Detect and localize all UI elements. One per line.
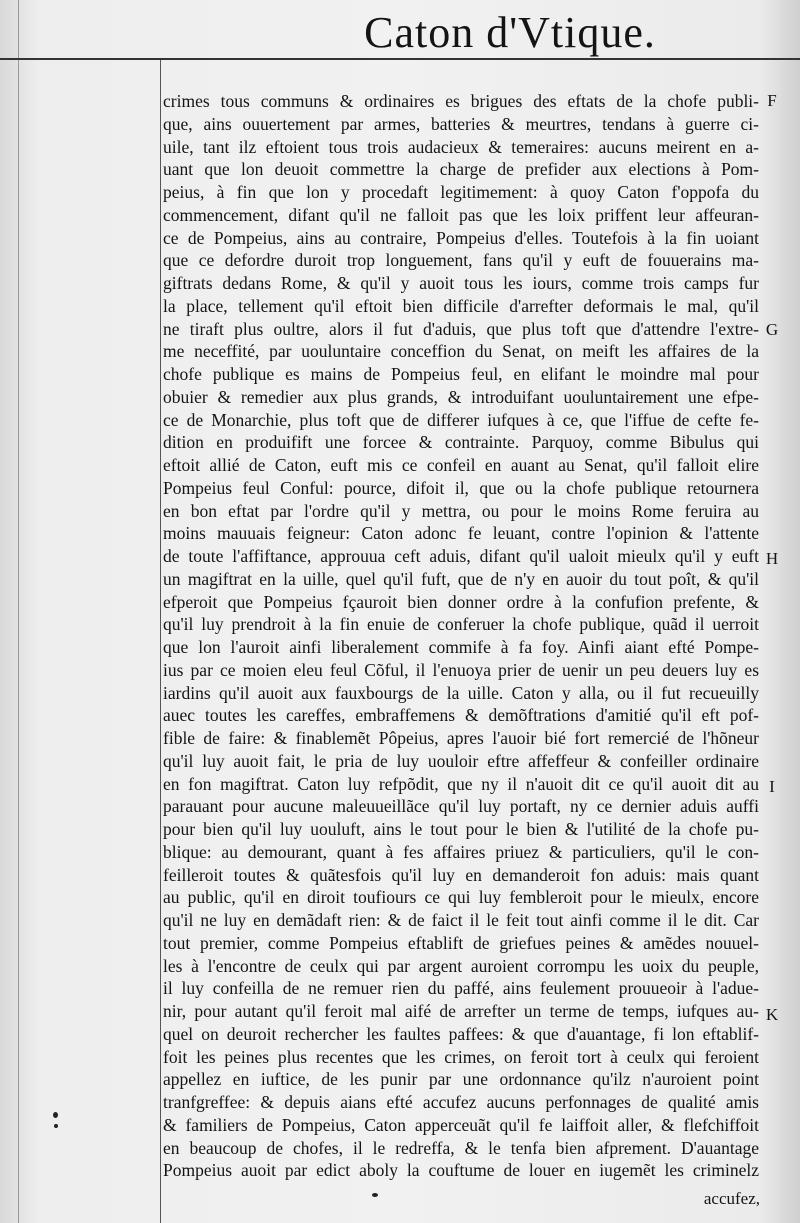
text-line: commencement, difant qu'il ne falloit pas que les loix priffent leur affeuran- — [163, 204, 759, 225]
text-line: que ce defordre duroit trop longuement, fans qu'il y euft de fouuerains ma- — [163, 250, 759, 271]
text-line: peius, à fin que lon y procedaft legitimement: à quoy Caton f'oppofa du — [163, 182, 759, 202]
body-text — [163, 90, 759, 1182]
text-line: en bon eftat par l'ordre qu'il y mettra, ou pour le moins Rome feruira au — [163, 500, 759, 521]
text-line: appellez en iuftice, de les punir par une ordonnance qu'ilz n'auroient point — [163, 1069, 759, 1090]
text-line: qu'il luy prendroit à la fin enuie de conferuer la chofe publique, quãd il uerroit — [163, 614, 759, 635]
text-line: crimes tous communs & ordinaires es brigues des eftats de la chofe publi- — [163, 91, 759, 111]
text-line: obuier & remedier aux plus grands, & introduifant uouluntairement une efpe- — [163, 386, 759, 407]
marginal-letter-k: K — [765, 1005, 779, 1024]
text-line: ce de Pompeius, ains au contraire, Pompeius d'elles. Toutefois à la fin uoiant — [163, 227, 759, 248]
marginal-letter-i: I — [769, 777, 775, 796]
text-line: Pompeius feul Conful: pource, difoit il, que ou la chofe publique retournera — [163, 477, 759, 498]
text-line: quel on deuroit rechercher les faultes paffees: & que d'auantage, fi lon eftablif- — [163, 1023, 759, 1044]
text-line: & familiers de Pompeius, Caton apperceuãt qu'il fe laiffoit aller, & flefchiffoit — [163, 1114, 759, 1135]
text-line: nir, pour autant qu'il feroit mal aifé de arrefter un terme de temps, iufques au- — [163, 1001, 759, 1021]
text-line: qu'il ne luy en demãdaft rien: & de faict il le feit tout ainfi comme il le dit. Car — [163, 910, 759, 930]
text-line: qu'il luy auoit fait, le pria de luy uouloir eftre affeffeur & confeiller ordinaire — [163, 750, 759, 771]
text-line: chofe publique es mains de Pompeius feul, en elifant le moindre mal pour — [163, 364, 759, 384]
marginal-letter-g: G — [765, 320, 779, 339]
marginal-letter-h: H — [765, 549, 779, 568]
ink-speck — [372, 1193, 378, 1197]
text-line: uant que lon deuoit commettre la charge de prefider aux elections à Pom- — [163, 159, 759, 180]
text-line: auec toutes les careffes, embraffemens & demõftrations d'amitié qu'il eft pof- — [163, 705, 759, 726]
text-line: en beaucoup de chofes, il le redreffa, & le tenfa bien afprement. D'auantage — [163, 1137, 759, 1158]
text-line: de toute l'affiftance, approuua ceft aduis, difant qu'il ualoit mieulx qu'il y euft — [163, 546, 759, 566]
text-line: la place, tellement qu'il eftoit bien difficile d'arrefter deformais le mal, qu'il — [163, 295, 759, 316]
text-line: moins mauuais feigneur: Caton adonc fe leuant, contre l'opinion & l'attente — [163, 523, 759, 544]
gutter-rule — [18, 0, 19, 1223]
text-line: giftrats dedans Rome, & qu'il y auoit tous les iours, comme trois camps fur — [163, 273, 759, 293]
text-line: efperoit que Pompeius fçauroit bien donner ordre à la confufion prefente, & — [163, 591, 759, 612]
text-line: les à l'encontre de ceulx qui par argent auroient corrompu les uoix du peuple, — [163, 955, 759, 976]
text-line: au public, qu'il en diroit toufiours ce qui luy fembleroit pour le mieulx, encore — [163, 887, 759, 908]
left-margin-rule — [160, 60, 161, 1223]
text-line: que lon l'auroit ainfi liberalement commife à fa foy. Ainfi aiant efté Pompe- — [163, 637, 759, 657]
text-line: iardins qu'il auoit aux fauxbourgs de la uille. Caton y alla, ou il fut recueuilly — [163, 682, 759, 703]
text-line: dition en produifift une forcee & contrainte. Parquoy, comme Bibulus qui — [163, 432, 759, 453]
text-line: ce de Monarchie, plus toft que de differer iufques à ce, que l'iffue de cefte fe- — [163, 409, 759, 430]
text-line: pour bien qu'il luy uouluft, ains le tout pour le bien & l'utilité de la chofe pu- — [163, 819, 759, 839]
text-line: uile, tant ilz eftoient tous trois audacieux & temeraires: aucuns meirent en a- — [163, 136, 759, 157]
text-line: Pompeius auoit par edict aboly la couftume de louer en iugemẽt les criminelz — [163, 1160, 759, 1181]
text-line: blique: au demourant, quant à fes affaires priuez & particuliers, qu'il le con- — [163, 841, 759, 862]
text-line: eftoit allié de Caton, euft mis ce confeil en auant au Senat, qu'il falloit elire — [163, 455, 759, 475]
text-line: me neceffité, par uouluntaire conceffion du Senat, on meift les affaires de la — [163, 341, 759, 362]
text-line: parauant pour aucune maleuueillãce qu'il luy portaft, ny ce dernier aduis auffi — [163, 796, 759, 817]
text-line: un magiftrat en la uille, quel qu'il fuft, que de n'y en auoir du tout poît, & qu'il — [163, 568, 759, 589]
text-line: ius par ce moien eleu feul Cõful, il l'enuoya prier de uenir un peu deuers luy es — [163, 659, 759, 680]
running-head: Caton d'Vtique. — [364, 8, 656, 57]
marginal-letter-f: F — [767, 91, 777, 110]
text-line: ne tiraft plus oultre, alors il fut d'aduis, que plus toft que d'attendre l'extre- — [163, 318, 759, 339]
text-line: feilleroit toutes & quãtesfois qu'il luy en demanderoit fon aduis: mais quant — [163, 864, 759, 885]
text-line: tout premier, comme Pompeius eftablift de griefues peines & amẽdes nouuel- — [163, 932, 759, 953]
text-line: fible de faire: & finablemẽt Pôpeius, apres l'auoir bié fort remercié de l'hõneur — [163, 728, 759, 748]
ink-speck — [53, 1112, 58, 1118]
text-line: en fon magiftrat. Caton luy refpõdit, que ny il n'auoit dit ce qu'il auoit dit au — [163, 773, 759, 794]
text-line: il luy confeilla de ne remuer rien du paffé, ains feulement prouueoir à l'adue- — [163, 978, 759, 999]
text-line: que, ains ouuertement par armes, batteries & meurtres, tendans à guerre ci- — [163, 113, 759, 134]
catchword: accufez, — [703, 1189, 760, 1208]
ink-speck — [54, 1124, 58, 1128]
text-line: tranfgreffee: & depuis aians efté accufez aucuns perfonnages de qualité amis — [163, 1092, 759, 1112]
text-line: foit les peines plus recentes que les crimes, on feroit tort à ceulx qui feroient — [163, 1046, 759, 1067]
